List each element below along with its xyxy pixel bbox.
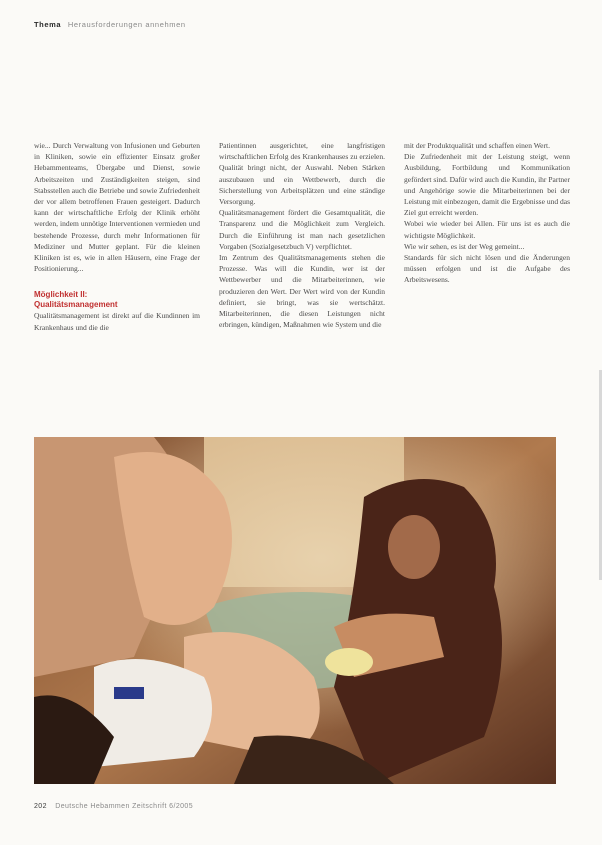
section-subtitle: Herausforderungen annehmen bbox=[67, 20, 186, 29]
paragraph: Wie wir sehen, es ist der Weg gemeint... bbox=[404, 241, 525, 251]
subheading-line-1: Möglichkeit II: bbox=[34, 290, 88, 300]
paragraph: Die Zufriedenheit mit der Leistung steigt, wenn Ausbildung, Fortbildung und Kommunikation gefördert sind. Dafür wird auch die Kundin, ihr Partner und Angehörige sowie die Mitarbeiterinnen bei der Leistung mit einbezogen, damit die Ergebnisse und das Ziel gut erreicht werden. bbox=[404, 152, 570, 218]
section-topic: Thema bbox=[34, 20, 62, 29]
paragraph: Qualitätsmanagement fördert die Gesamtqualität, die Transparenz und die Möglichkeit zum Vergleich. Durch die Einführung ist man nach gesetzlichen Vorgaben (Sozialgesetzbuch V) verpflichtet. bbox=[219, 208, 385, 251]
article-body bbox=[34, 140, 570, 430]
page-header bbox=[34, 20, 186, 29]
paragraph: Standards für sich nicht lösen und die Änderungen müssen erfolgen und ist die Aufgabe des Arbeitswesens. bbox=[404, 253, 570, 285]
paragraph: mit der Produktqualität und schaffen einen Wert. bbox=[404, 141, 550, 150]
column-2 bbox=[219, 140, 385, 330]
column-1 bbox=[34, 140, 200, 333]
subheading bbox=[34, 290, 200, 310]
page-footer bbox=[34, 803, 193, 810]
page-number: 202 bbox=[34, 803, 47, 810]
column-3 bbox=[404, 140, 570, 286]
subheading-line-2: Qualitätsmanagement bbox=[34, 300, 118, 310]
paragraph: Im Zentrum des Qualitätsmanagements stehen die Prozesse. Was will die Kundin, wer ist der Wettbewerber und die Mitarbeiterinnen, wie produzieren den Wert. Der Wert wird von der Kundin definiert, sie bringt, was sie wertschätzt. Mitarbeiterinnen, die diesen Leistungen nicht erbringen, kündigen, Maßnahmen wie System und die bbox=[219, 253, 385, 330]
journal-name: Deutsche Hebammen Zeitschrift 6/2005 bbox=[55, 803, 193, 810]
paragraph: Qualitätsmanagement ist direkt auf die Kundinnen im Krankenhaus und die die bbox=[34, 311, 200, 332]
paragraph: Patientinnen ausgerichtet, eine langfristigen wirtschaftlichen Erfolg des Krankenhauses zu erzielen. Qualität bringt nicht, der Auswahl. Neben Stärken auszubauen und ein Wettbewerb, durch die Sicherstellung von Arbeitsplätzen und eine ständige Versorgung. bbox=[219, 141, 385, 207]
paragraph: wie... Durch Verwaltung von Infusionen und Geburten in Kliniken, sowie ein effizienter Einsatz großer Hebammenteams, Übergabe und Dienst, sowie Arbeitszeiten und Zuständigkeiten steigen, sind Stabsstellen auch die Betriebe und sowie Zufriedenheit der vor allem betroffenen Frauen gesteigert. Dadurch kann der wirtschaftliche Erfolg der Klinik erhöht werden, indem unnötige Interventionen vermieden und bestehende Prozesse, durch mehr Informationen für Mediziner und Mutter geplant. Für die kleinen Kliniken ist es, wie in allen Häusern, eine Frage der Positionierung... bbox=[34, 141, 200, 274]
article-photo bbox=[34, 437, 556, 784]
paragraph: Wobei wie wieder bei Allen. Für uns ist es auch die wichtigste Möglichkeit. bbox=[404, 219, 570, 240]
